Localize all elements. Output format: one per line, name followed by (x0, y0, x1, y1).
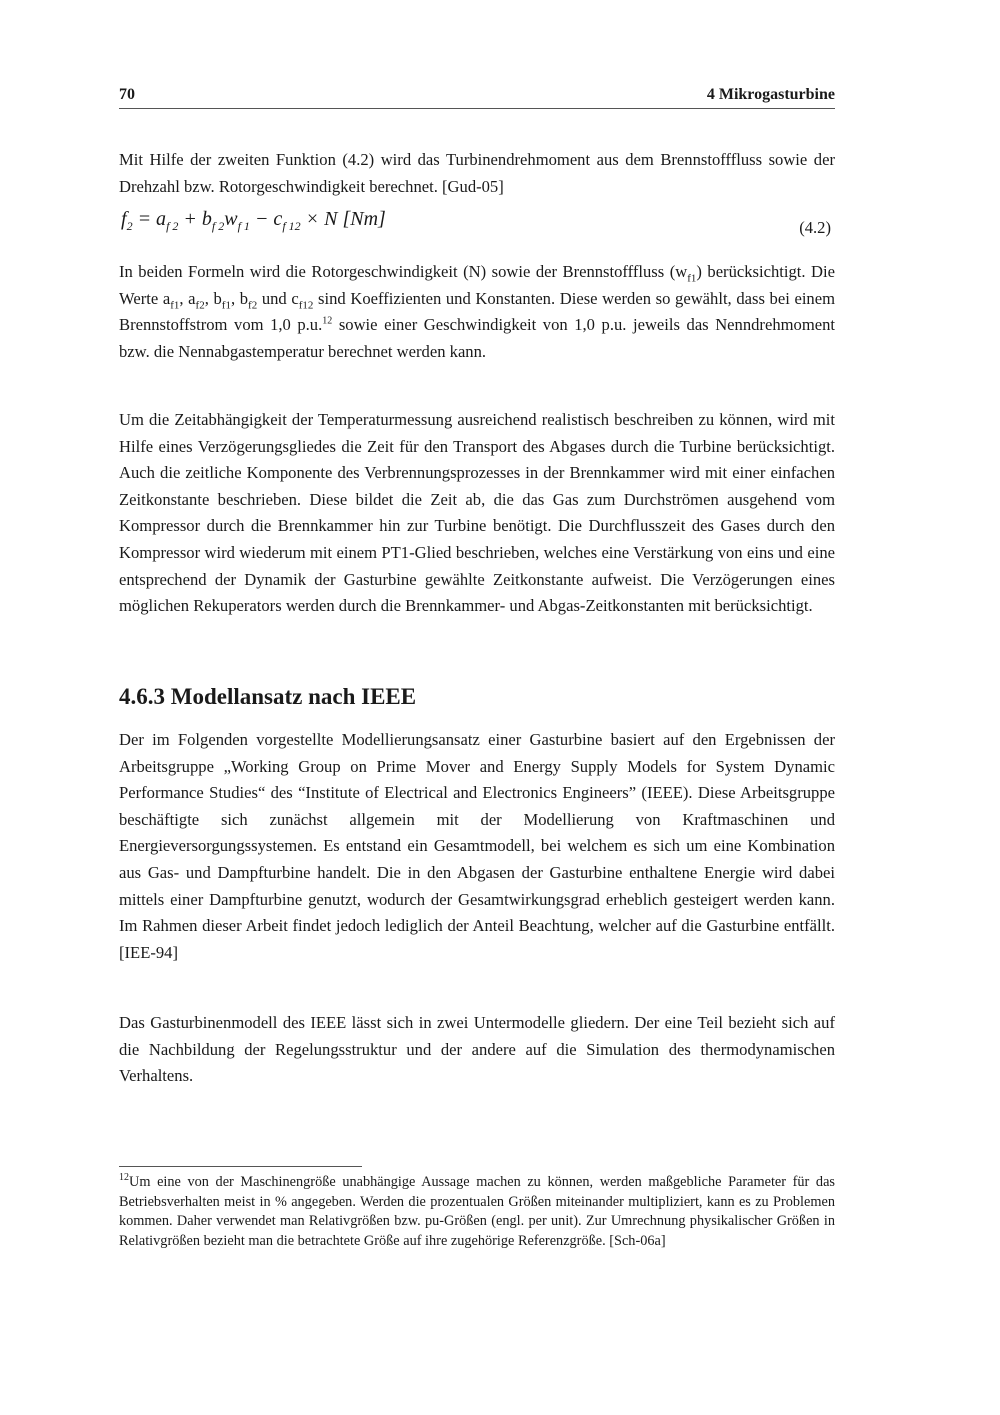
equation-number: (4.2) (799, 218, 831, 237)
footnote-mark: 12 (119, 1172, 129, 1184)
chapter-title: 4 Mikrogasturbine (706, 86, 835, 103)
section-heading: 4.6.3 Modellansatz nach IEEE (119, 684, 417, 709)
paragraph-time-dependency: Um die Zeitabhängigkeit der Temperaturmessung ausreichend realistisch beschreiben zu können, wird mit Hilfe eines Verzögerungsgliedes die Zeit für den Transport des Abgases durch die Turbine berücksichtigt. Auch die zeitliche Komponente des Verbrennungsprozesses in der Brennkammer wird mit einer einfachen Zeitkonstante beschrieben. Diese bildet die Zeit ab, die das Gas zum Durchströmen ausgehend vom Kompressor durch die Brennkammer hin zur Turbine benötigt. Die Durchflusszeit des Gases durch den Kompressor wird wiederum mit einem PT1-Glied beschrieben, welches eine Verstärkung von eins und eine entsprechend der Dynamik der Gasturbine gewählte Zeitkonstante aufweist. Die Verzögerungen eines möglichen Rekuperators werden durch die Brennkammer- und Abgas-Zeitkonstanten mit berücksichtigt. (119, 410, 835, 616)
paragraph-coefficients: In beiden Formeln wird die Rotorgeschwindigkeit (N) sowie der Brennstofffluss $(w_{f1})$ berücksichtigt. Die Werte $a_{f1}$, $a_{f2}$, $b_{f1}$, $b_{f2}$ und $c_{f12}$ sind Koeffizienten und Konstanten. Diese werden so gewählt, dass bei einem Brennstoffstrom vom 1,0 p.u.$^{12}$ sowie einer Geschwindigkeit von 1,0 p.u. jeweils das Nenndrehmoment bzw. die Nennabgastemperatur berechnet werden kann. (119, 262, 836, 361)
paragraph-submodels: Das Gasturbinenmodell des IEEE lässt sich in zwei Untermodelle gliedern. Der eine Teil bezieht sich auf die Nachbildung der Regelungsstruktur und der andere auf die Simulation des thermodynamischen Verhaltens. (119, 1013, 835, 1086)
equation-4-2 (119, 208, 835, 244)
page-number: 70 (119, 86, 135, 103)
paragraph-intro: Mit Hilfe der zweiten Funktion (4.2) wird das Turbinendrehmoment aus dem Brennstofffluss sowie der Drehzahl bzw. Rotorgeschwindigkeit berechnet. [Gud-05] (119, 150, 835, 196)
equation-formula: $f_2 = a_{f 2} + b_{f 2}w_{f 1} - c_{f 12} \times N$ [Nm] (121, 208, 386, 233)
footnote-divider (119, 1166, 362, 1167)
footnote (119, 1173, 835, 1252)
footnote-reference: 12 (322, 315, 333, 327)
footnote-text: Um eine von der Maschinengröße unabhängige Aussage machen zu können, werden maßgebliche Parameter für das Betriebsverhalten meist in % angegeben. Werden die prozentualen Größen miteinander multipliziert, kann es zu Problemen kommen. Daher verwendet man Relativgrößen bzw. pu-Größen (engl. per unit). Zur Umrechnung physikalischer Größen in Relativgrößen bezieht man die betrachtete Größe auf ihre zugehörige Referenzgröße. [Sch-06a] (119, 1174, 835, 1250)
document-page (119, 0, 835, 1415)
paragraph-ieee-model: Der im Folgenden vorgestellte Modellierungsansatz einer Gasturbine basiert auf den Ergebnissen der Arbeitsgruppe „Working Group on Prime Mover and Energy Supply Models for System Dynamic Performance Studies“ des “Institute of Electrical and Electronics Engineers” (IEEE). Diese Arbeitsgruppe beschäftigte sich zunächst allgemein mit der Modellierung von Kraftmaschinen und Energieversorgungssystemen. Es entstand ein Gesamtmodell, bei welchem es sich um eine Kombination aus Gas- und Dampfturbine handelt. Die in den Abgasen der Gasturbine enthaltene Energie wird dabei mittels einer Dampfturbine genutzt, wodurch der Gesamtwirkungsgrad erheblich gesteigert werden kann. Im Rahmen dieser Arbeit findet jedoch lediglich der Anteil Beachtung, welcher auf die Gasturbine entfällt. [IEE-94] (119, 730, 835, 962)
running-header (119, 84, 835, 109)
